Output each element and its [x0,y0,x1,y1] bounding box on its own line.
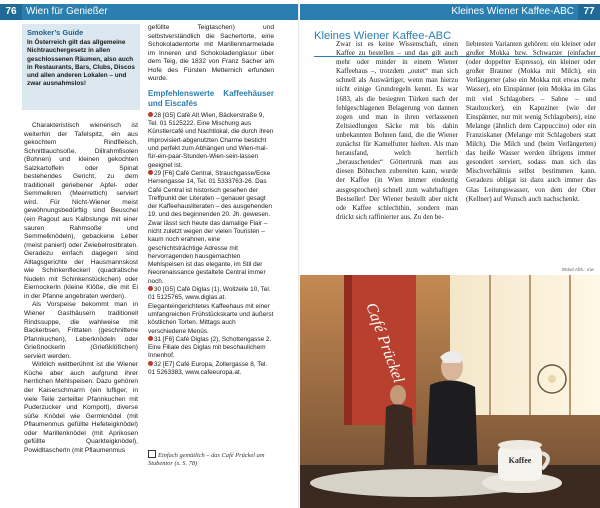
listing-item: 28 [G5] Café Alt Wien, Bäckerstraße 9, Tel. 01 5125222. Eine Mischung aus Künstlercafé und Nachtlokal, die durch ihren improvisiert-abgenutzten Charme besticht und perfekt zum Abhängen und Wien-mal-für-ein-paar-Stunden-Wien-sein-lassen geeignet ist. [148,111,274,169]
cup-logo-text: Kaffee [508,456,532,465]
body-paragraph-tafelspitz: Charakteristisch wienerisch ist weiterhin der Tafelspitz, ein aus gekochtem Rindfleisch, Schnittlauchsoße, Dillrahmfisolen (Bohnen) und kleinen gekochten Salzkartoffeln oder Spinat bestehendes Gericht, zu dem traditionell geriebener Apfel- oder Semmelkren (Meerrettich) serviert wird. Für Nicht-Wiener meist gewöhnungsbedürftig sind Beuschel (ein Ragout aus Kalbslunge mit einer sauren Rahmsoße und Semmelknödeln), gebackene Leber (meist paniert) oder Zwiebelrostbraten. Geradezu einfach dagegen sind Alltagsgerichte der Hausmannskost wie Schinkenfleckerl (quadratische Nudeln mit Schinkenstückchen) oder Eiernockerln (kleine Klöße, die mit Ei in der Pfanne angebraten werden). [24,122,138,300]
feature-column-2 [466,40,596,204]
running-head-left [0,4,300,20]
smoker-guide-title: Smoker’s Guide [27,28,84,37]
left-column-1 [24,122,138,455]
map-marker-icon [148,112,153,117]
listing-item: 30 [G5] Café Diglas (1), Wollzeile 10, Tel. 01 5125765, www.diglas.at. Eleganteingerichtetes Kaffeehaus mit einer umfangreichen Frühstückskarte und äußerst köstlichen Torten. Mittags auch verschiedene Menüs. [148,286,274,335]
feature-text-2: liebtesten Varianten gehören: ein kleiner oder großer Mokka bzw. Schwarzer (einfacher (oder doppelter Espresso), ein kleiner oder großer Brauner (Mokka mit Milch), ein Verlängerter (also ein Mokka mit etwas mehr Wasser), ein Einspänner (ein Mokka im Glas mit viel Schlagobers – Sahne – und Staubzucker), ein Kapuziner (wie der Einspänner, nur mit wenig Schlagobers), eine Melange (ähnlich dem Cappuccino) oder ein Franziskaner (Melange mit Schlagobers statt Milch). Die Milch und (beim Verlängerten) das heiße Wasser werden übrigens immer gesondert serviert, sodass man sich das Mischverhältnis selbst bestimmen kann. Geradezu obligat ist dazu auch immer das Glas Leitungswasser, von dem der Ober (Kellner) auf Wunsch auch nachschenkt. [466,40,596,203]
map-marker-icon [148,361,153,366]
feature-title: Kleines Wiener Kaffee-ABC [314,30,452,42]
listing-item: 31 [F6] Café Diglas (2), Schottengasse 2. Eine Filiale des Diglas mit beschaulichem Innenhof. [148,335,272,360]
left-column-2 [148,24,274,377]
body-paragraph-vorspeise: Als Vorspeise bekommt man in Wiener Gasthäusern traditionell Rindssuppe, die wahlweise mit Backerbsen, Frittaten (geschnittene Pfannkuchen), Leberknödeln oder Grießnockerln (Grießklößchen) serviert werden. [24,301,138,360]
right-page [300,0,600,508]
page-number-right: 77 [578,4,600,20]
running-head-left-title: Wien für Genießer [26,6,108,17]
map-marker-icon [148,286,153,291]
smoker-guide-text: In Österreich gilt das allgemeine Nichtrauchergesetz in allen geschlossenen Räumen, also auch in Restaurants, Bars, Clubs, Discos und allen anderen Lokalen – und zwar ausnahmslos! [27,39,135,88]
photo-credit: 053wl Abb.: mw [561,267,594,272]
running-head-right-title: Kleines Wiener Kaffee-ABC [451,6,574,17]
map-marker-icon [148,170,153,175]
photo-caption-icon [148,450,156,458]
body-paragraph-mehlspeisen: Wirklich weltberühmt ist die Wiener Küche aber auch aufgrund ihrer herrlichen Mehlspeisen. Dazu gehören der Kaiserschmarrn (ein luftiger, in viele Teile zerteilter Pfannkuchen mit Puderzucker und Kompott), diverse süße Knödel wie Germknödel (mit Pflaumenmus gefüllte Hefeteigknödel) oder Marillenknödel (mit Aprikosen gefüllte Quarkteigknödel), Powidltascherln (mit Pflaumenmus [24,361,138,454]
page-number-left: 76 [0,4,22,20]
listing-item: 29 [F6] Café Central, Strauchgasse/Ecke Herrengasse 14, Tel. 01 5333763-26. Das Café Central ist historisch gesehen der Treffpunkt der Literaten – genauer gesagt der Kaffeehausliteraten – des ausgehenden 19. und des beginnenden 20. Jh. gewesen. Zwar lässt sich heute das damalige Flair – nicht zuletzt wegen der vielen Touristen – kaum noch erahnen, eine geschichtsträchtige Adresse mit hervorragenden hausgemachten Mehlspeisen ist das elegante, im Stil der Neorenaissance gestaltete Central immer noch. [148,169,272,285]
section-title-kaffeehaeuser: Empfehlenswerte Kaffeehäuser und Eiscafés [148,88,274,108]
awning-text: Café Prückel [362,300,407,386]
feature-column-1 [336,40,458,222]
cafe-photo [300,275,600,508]
running-head-right [300,4,600,20]
listing-item: 32 [E7] Café Europa, Zollergasse 8, Tel. 01 5263383, www.cafeeuropa.at. [148,360,268,377]
map-marker-icon [148,336,153,341]
feature-text-1: Zwar ist es keine Wissenschaft, einen Kaffee zu bestellen – und das gilt auch mehr oder minder in einem Wiener Kaffeehaus –, trotzdem „outet“ man sich schnell als Auswärtiger, wenn man hierzu nicht einige Grundregeln kennt. Es war 1683, als die besiegten Türken nach der fehlgeschlagenen Belagerung von dannen zogen und man in ihren verlassenen Zeltsiedlungen Säcke mit bis dahin unbekannten Bohnen fand, die die Wiener zunächst für Kamelfutter hielten. Als man herausfand, welch herrlich „berauschendes“ Göttertrunk man aus diesen Böhnchen zubereiten kann, wurde der Kaffee (in Wien immer eindeutig ausgesprochen) schnell zum wahrhaftigen Bestseller! Der Wiener bestellt aber nicht ode Kaffee schlechthin, sondern man drückt sich raffinierter aus. Zu den be- [336,40,458,221]
cafe-interior-illustration [300,275,600,508]
photo-caption: Einfach gemütlich – das Café Prückel am Stubentor (s. S. 78) [148,452,265,468]
body-paragraph-sachertorte: gefüllte Teigtaschen) und selbstverständlich die Sachertorte, eine Schokoladentorte mit Marillenmarmelade im Inneren und Schokoladenglasur über dem Teig, die 1832 von Franz Sacher am Hofe des Fürsten Metternich erfunden wurde. [148,24,274,83]
smoker-guide-box [22,24,140,110]
